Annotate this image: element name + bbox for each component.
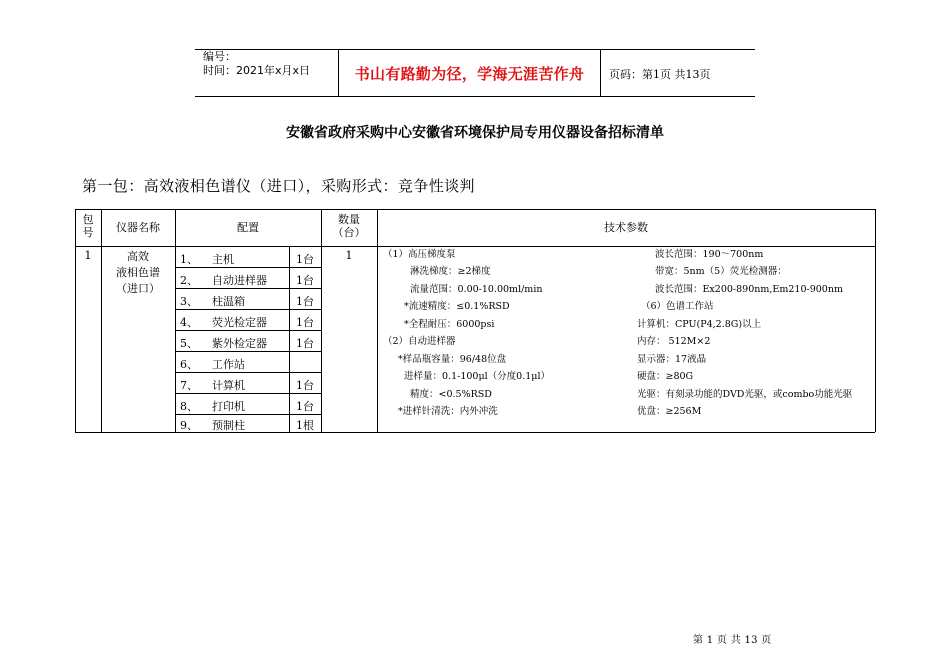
tech-line: 波长范围：Ex200-890nm,Em210-900nm (655, 284, 843, 295)
tech-line: 显示器：17液晶 (637, 354, 707, 365)
config-item-qty: 1台 (296, 379, 314, 392)
config-row-line (175, 372, 321, 373)
motto-text: 书山有路勤为径，学海无涯苦作舟 (354, 65, 585, 83)
tech-line: *进样针清洗：内外冲洗 (398, 406, 498, 417)
header-page-info: 页码：第1页 共13页 (609, 68, 711, 81)
table-right-border (875, 209, 876, 432)
config-row-line (175, 267, 321, 268)
config-item-idx: 5、 (180, 337, 198, 350)
header-config: 配置 (237, 221, 259, 234)
tech-line: 进样量：0.1-100μl（分度0.1μl） (404, 371, 550, 382)
table-header-border (75, 246, 875, 247)
config-row-line (175, 309, 321, 310)
tech-line: （2）自动进样器 (383, 336, 456, 347)
tech-line: 硬盘：≥80G (637, 371, 694, 382)
package-subtitle: 第一包：高效液相色谱仪（进口），采购形式：竞争性谈判 (82, 177, 475, 195)
tech-line: 精度：<0.5%RSD (410, 389, 492, 400)
config-item-qty: 1台 (296, 316, 314, 329)
config-item-idx: 3、 (180, 295, 198, 308)
col-divider (377, 209, 378, 432)
config-item-name: 自动进样器 (212, 274, 267, 287)
config-item-name: 荧光检定器 (212, 316, 267, 329)
config-item-name: 计算机 (212, 379, 245, 392)
row-instrument-name: 高效 液相色谱 （进口） (116, 250, 160, 295)
time-label: 时间：2021年x月x日 (203, 64, 311, 77)
config-row-line (175, 351, 321, 352)
config-item-name: 柱温箱 (212, 295, 245, 308)
tech-line: *流速精度：≤0.1%RSD (404, 301, 510, 312)
config-item-name: 预制柱 (212, 419, 245, 432)
config-row-line (175, 330, 321, 331)
config-item-qty: 1台 (296, 337, 314, 350)
tech-line: 计算机：CPU(P4,2.8G)以上 (637, 319, 762, 330)
config-row-line (175, 414, 321, 415)
header-pkg: 包 号 (82, 213, 94, 239)
tech-line: *样品瓶容量：96/48位盘 (398, 354, 507, 365)
config-item-idx: 4、 (180, 316, 198, 329)
tech-line: 波长范围：190～700nm (655, 249, 764, 260)
tech-line: 带宽：5nm（5）荧光检测器： (655, 266, 787, 277)
tech-line: （1）高压梯度泵 (383, 249, 456, 260)
tech-line: 内存： 512M×2 (637, 336, 711, 347)
tech-line: *全程耐压：6000psi (404, 319, 495, 330)
config-item-qty: 1台 (296, 274, 314, 287)
config-item-name: 工作站 (212, 358, 245, 371)
document-title: 安徽省政府采购中心安徽省环境保护局专用仪器设备招标清单 (286, 125, 664, 141)
row-pkg: 1 (84, 249, 92, 262)
header-tech: 技术参数 (604, 221, 648, 234)
table-top-border (75, 209, 875, 210)
page-footer: 第 1 页 共 13 页 (693, 635, 772, 646)
tech-line: 流量范围：0.00-10.00ml/min (410, 284, 543, 295)
table-left-border (75, 209, 76, 432)
header-name: 仪器名称 (116, 221, 160, 234)
serial-label: 编号： (203, 50, 236, 63)
config-row-line (175, 393, 321, 394)
config-item-qty: 1台 (296, 295, 314, 308)
col-divider (101, 209, 102, 432)
config-item-idx: 2、 (180, 274, 198, 287)
col-divider (321, 209, 322, 432)
tech-line: 淋洗梯度：≥2梯度 (410, 266, 491, 277)
tech-line: 优盘：≥256M (637, 406, 702, 417)
config-item-qty: 1台 (296, 253, 314, 266)
config-item-idx: 7、 (180, 379, 198, 392)
config-item-name: 打印机 (212, 400, 245, 413)
header-qty: 数量 （台） (332, 213, 366, 239)
config-item-idx: 9、 (180, 419, 198, 432)
config-item-idx: 8、 (180, 400, 198, 413)
row-qty: 1 (345, 249, 353, 262)
col-divider (175, 209, 176, 432)
tech-line: 光驱：有刻录功能的DVD光驱，或combo功能光驱 (637, 389, 853, 400)
config-item-qty: 1根 (296, 419, 314, 432)
config-item-idx: 6、 (180, 358, 198, 371)
config-item-idx: 1、 (180, 253, 198, 266)
config-item-name: 紫外检定器 (212, 337, 267, 350)
tech-line: （6）色谱工作站 (641, 301, 714, 312)
col-divider (289, 246, 290, 432)
config-row-line (175, 288, 321, 289)
config-item-qty: 1台 (296, 400, 314, 413)
config-item-name: 主机 (212, 253, 234, 266)
